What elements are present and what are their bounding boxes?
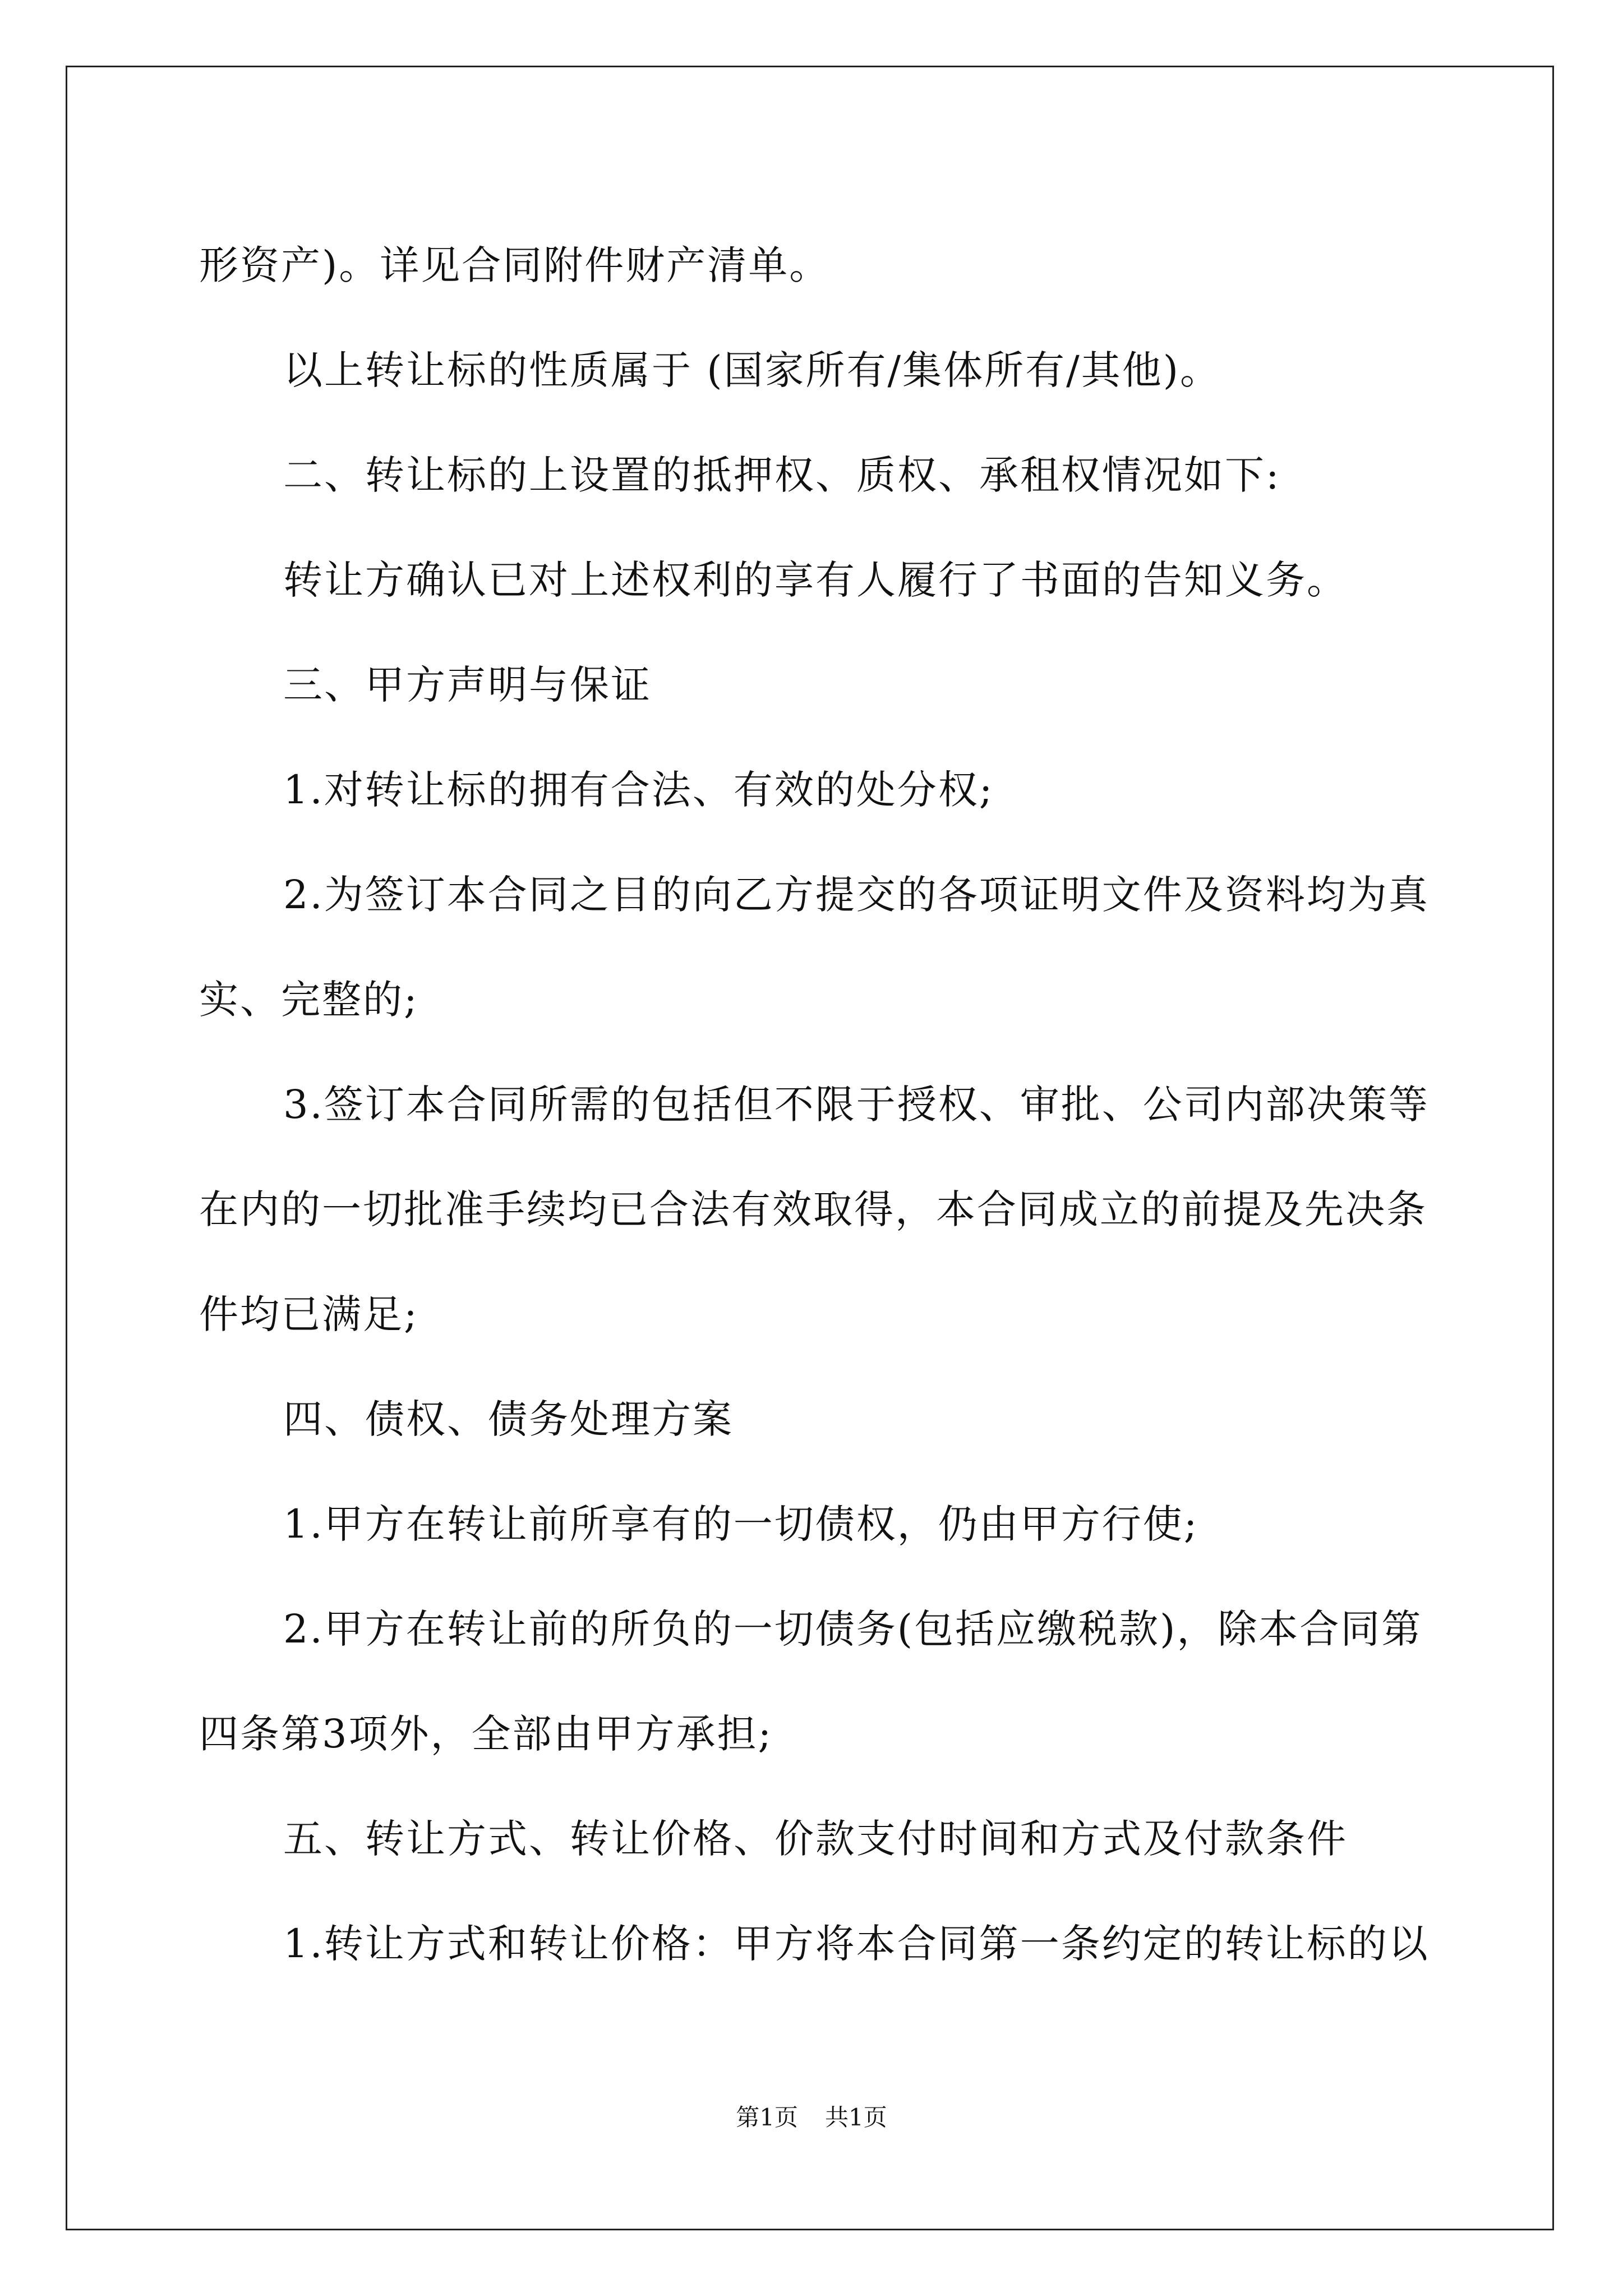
text-line: 2.甲方在转让前的所负的一切债务(包括应缴税款)，除本合同第 xyxy=(283,1606,1423,1652)
text-line: 1.对转让标的拥有合法、有效的处分权; xyxy=(283,767,994,813)
text-line: 在内的一切批准手续均已合法有效取得，本合同成立的前提及先决条 xyxy=(199,1186,1427,1232)
text-line: 形资产)。详见合同附件财产清单。 xyxy=(199,242,831,288)
text-line: 实、完整的; xyxy=(199,977,419,1023)
text-line: 3.签订本合同所需的包括但不限于授权、审批、公司内部决策等 xyxy=(283,1082,1430,1128)
text-line: 三、甲方声明与保证 xyxy=(283,662,652,708)
text-line: 1.甲方在转让前所享有的一切债权，仍由甲方行使; xyxy=(283,1501,1199,1547)
page-total: 共1页 xyxy=(825,2104,887,2131)
text-line: 转让方确认已对上述权利的享有人履行了书面的告知义务。 xyxy=(283,557,1348,603)
text-line: 2.为签订本合同之目的向乙方提交的各项证明文件及资料均为真 xyxy=(283,872,1430,918)
text-line: 五、转让方式、转让价格、价款支付时间和方式及付款条件 xyxy=(283,1816,1348,1862)
text-line: 1.转让方式和转让价格：甲方将本合同第一条约定的转让标的以 xyxy=(283,1921,1430,1967)
page-footer xyxy=(0,2101,1623,2134)
text-line: 四、债权、债务处理方案 xyxy=(283,1396,734,1442)
document-body xyxy=(199,213,1430,1996)
text-line: 四条第3项外，全部由甲方承担; xyxy=(199,1711,773,1757)
text-line: 二、转让标的上设置的抵押权、质权、承租权情况如下: xyxy=(283,452,1281,498)
page-number: 第1页 xyxy=(736,2104,798,2131)
text-line: 以上转让标的性质属于 (国家所有/集体所有/其他)。 xyxy=(283,347,1221,393)
text-line: 件均已满足; xyxy=(199,1291,419,1337)
